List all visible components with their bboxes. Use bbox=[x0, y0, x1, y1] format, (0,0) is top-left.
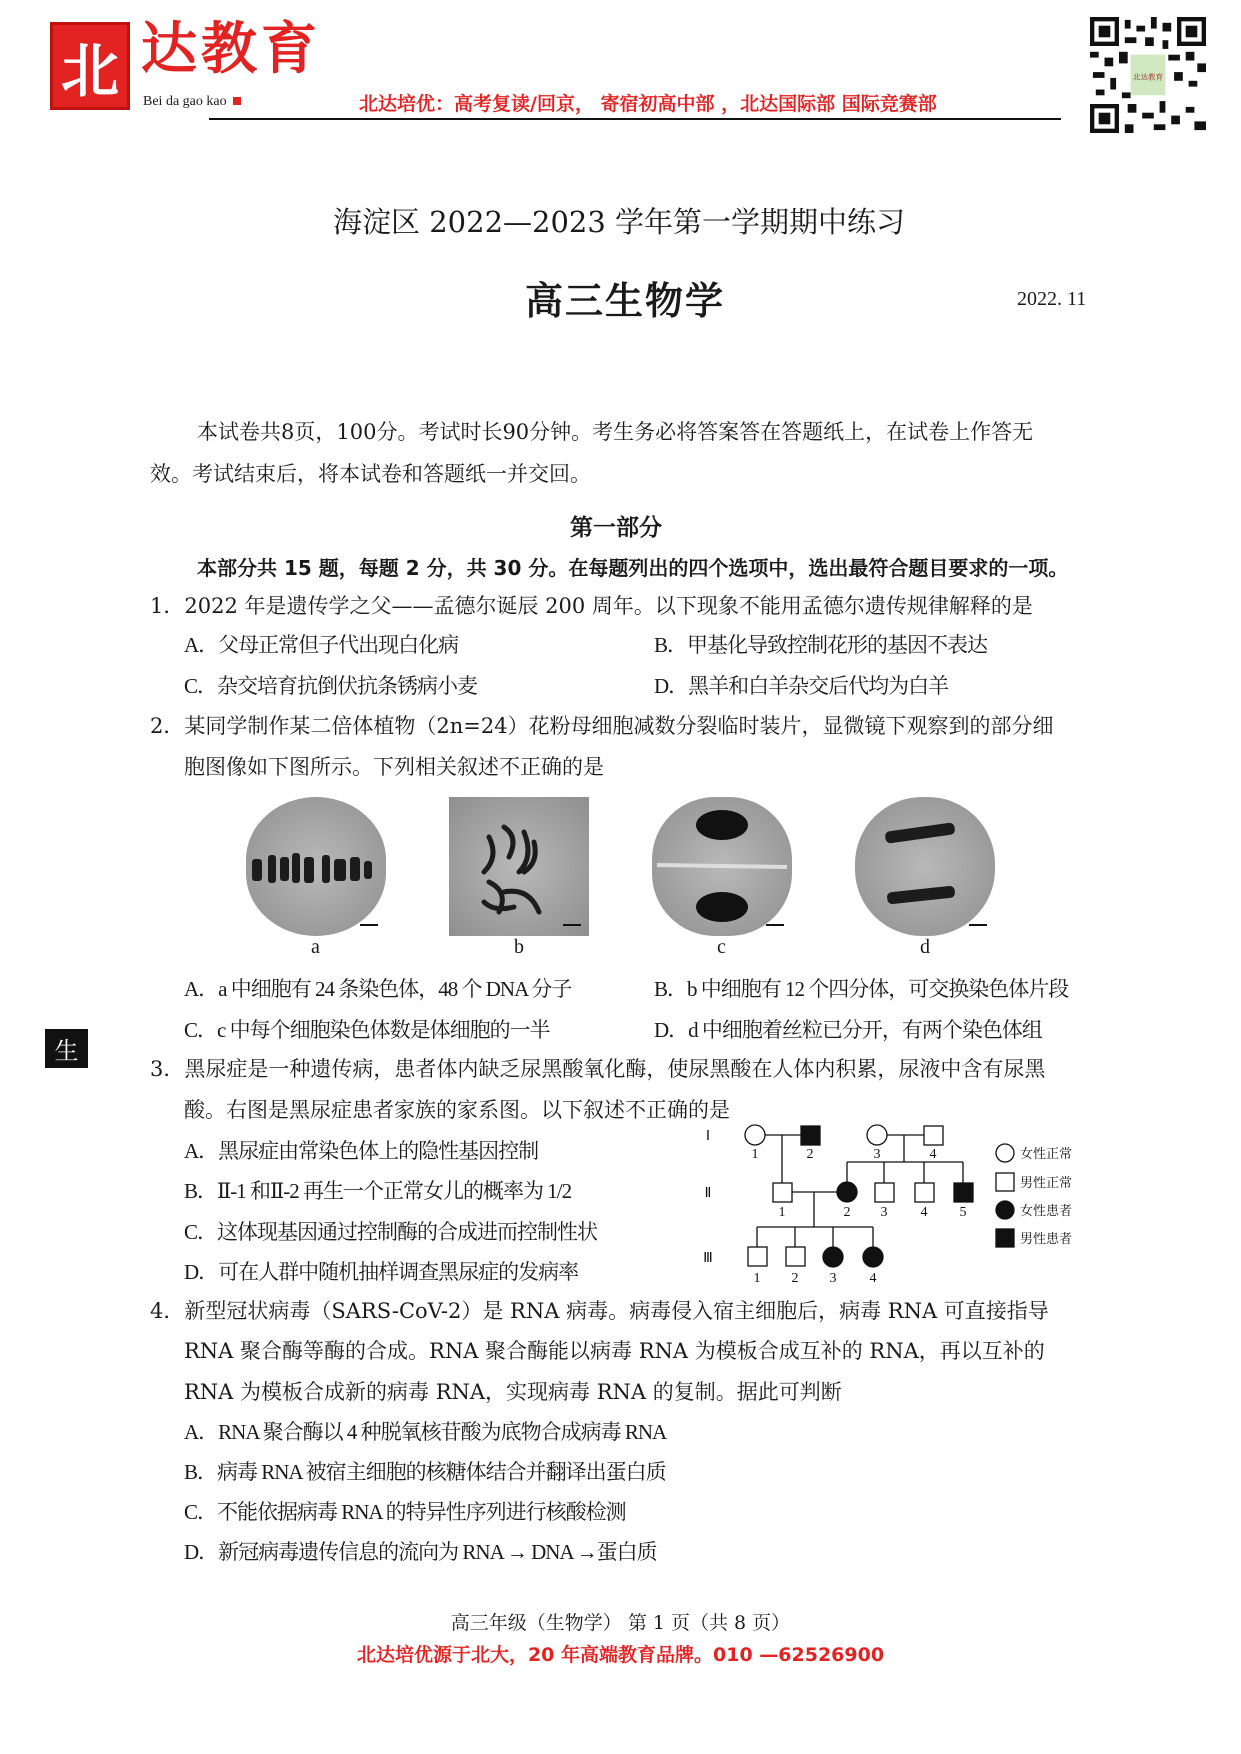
micrograph-d bbox=[855, 797, 995, 936]
exam-date: 2022. 11 bbox=[1017, 288, 1087, 310]
legend-label: 男性正常 bbox=[1020, 1176, 1073, 1191]
subject-title: 高三生物学 bbox=[525, 278, 726, 323]
male-normal-symbol bbox=[875, 1183, 894, 1202]
individual-number: 3 bbox=[880, 1205, 888, 1220]
question-stem: 4．新型冠状病毒（SARS-CoV-2）是 RNA 病毒。病毒侵入宿主细胞后，病毒 RNA 可直接指导 bbox=[150, 1299, 1049, 1323]
legend-male-normal-icon bbox=[996, 1173, 1014, 1191]
individual-number: 4 bbox=[869, 1271, 877, 1286]
male-normal-symbol bbox=[748, 1247, 767, 1266]
male-normal-symbol bbox=[915, 1183, 934, 1202]
generation-label: Ⅲ bbox=[703, 1251, 713, 1266]
question-stem: 3．黑尿症是一种遗传病，患者体内缺乏尿黑酸氧化酶，使尿黑酸在人体内积累，尿液中含有尿黑 bbox=[150, 1057, 1046, 1081]
micrograph-a bbox=[246, 797, 386, 936]
exam-title: 海淀区 2022—2023 学年第一学期期中练习 bbox=[333, 205, 906, 239]
page-footer: 高三年级（生物学） 第 1 页（共 8 页） bbox=[450, 1612, 791, 1634]
male-normal-symbol bbox=[924, 1126, 943, 1145]
female-affected-symbol bbox=[863, 1247, 883, 1267]
question-stem: 1．2022 年是遗传学之父——孟德尔诞辰 200 周年。以下现象不能用孟德尔遗传规律解释的是 bbox=[150, 594, 1033, 618]
image-label: b bbox=[514, 936, 524, 958]
male-affected-symbol bbox=[954, 1183, 973, 1202]
option: B．甲基化导致控制花形的基因不表达 bbox=[654, 633, 988, 657]
micrograph-c bbox=[652, 797, 792, 936]
individual-number: 2 bbox=[791, 1271, 799, 1286]
option: A．RNA 聚合酶以 4 种脱氧核苷酸为底物合成病毒 RNA bbox=[184, 1420, 667, 1444]
option: D．可在人群中随机抽样调查黑尿症的发病率 bbox=[184, 1260, 579, 1284]
generation-label: Ⅱ bbox=[704, 1186, 712, 1201]
qr-code-icon bbox=[1088, 17, 1208, 133]
option: D．黑羊和白羊杂交后代均为白羊 bbox=[654, 674, 949, 698]
option: C．杂交培育抗倒伏抗条锈病小麦 bbox=[184, 674, 478, 698]
male-normal-symbol bbox=[773, 1183, 792, 1202]
option: C．不能依据病毒 RNA 的特异性序列进行核酸检测 bbox=[184, 1500, 626, 1524]
individual-number: 2 bbox=[843, 1205, 851, 1220]
question-stem: RNA 为模板合成新的病毒 RNA，实现病毒 RNA 的复制。据此可判断 bbox=[184, 1380, 842, 1404]
option: B．b 中细胞有 12 个四分体，可交换染色体片段 bbox=[654, 977, 1069, 1001]
pinyin-text: Bei da gao kao bbox=[143, 94, 227, 109]
individual-number: 4 bbox=[929, 1147, 937, 1162]
individual-number: 4 bbox=[920, 1205, 928, 1220]
option: D．d 中细胞着丝粒已分开，有两个染色体组 bbox=[654, 1018, 1042, 1042]
female-normal-symbol bbox=[745, 1125, 765, 1145]
female-affected-symbol bbox=[823, 1247, 843, 1267]
option: B．Ⅱ-1 和Ⅱ-2 再生一个正常女儿的概率为 1/2 bbox=[184, 1179, 572, 1203]
header-divider bbox=[209, 118, 1061, 120]
intro-line: 效。考试结束后，将本试卷和答题纸一并交回。 bbox=[150, 462, 591, 486]
image-label: a bbox=[311, 936, 320, 958]
logo bbox=[50, 22, 130, 110]
brand-name: 达教育 bbox=[141, 16, 321, 82]
option: A．父母正常但子代出现白化病 bbox=[184, 633, 459, 657]
option: C．c 中每个细胞染色体数是体细胞的一半 bbox=[184, 1018, 550, 1042]
legend-label: 女性正常 bbox=[1020, 1147, 1073, 1162]
intro-line: 本试卷共8页，100分。考试时长90分钟。考生务必将答案答在答题纸上，在试卷上作答无 bbox=[197, 420, 1034, 444]
option: A．黑尿症由常染色体上的隐性基因控制 bbox=[184, 1139, 539, 1163]
individual-number: 3 bbox=[829, 1271, 837, 1286]
individual-number: 1 bbox=[753, 1271, 761, 1286]
question-stem: RNA 聚合酶等酶的合成。RNA 聚合酶能以病毒 RNA 为模板合成互补的 RNA，再以互补的 bbox=[184, 1339, 1045, 1363]
generation-label: Ⅰ bbox=[705, 1129, 711, 1144]
female-affected-symbol bbox=[837, 1182, 857, 1202]
individual-number: 1 bbox=[751, 1147, 759, 1162]
subject-side-tab: 生 bbox=[45, 1029, 88, 1068]
question-stem: 酸。右图是黑尿症患者家族的家系图。以下叙述不正确的是 bbox=[184, 1098, 730, 1122]
question-stem: 胞图像如下图所示。下列相关叙述不正确的是 bbox=[184, 755, 604, 779]
pedigree-chart bbox=[680, 1110, 1100, 1290]
legend-male-affected-icon bbox=[996, 1229, 1014, 1247]
option: B．病毒 RNA 被宿主细胞的核糖体结合并翻译出蛋白质 bbox=[184, 1460, 666, 1484]
section-title: 第一部分 bbox=[570, 514, 662, 541]
brand-pinyin bbox=[143, 94, 241, 110]
qr-label: 北达教育 bbox=[1132, 72, 1164, 82]
section-instruction: 本部分共 15 题，每题 2 分，共 30 分。在每题列出的四个选项中，选出最符合题目要求的一项。 bbox=[197, 556, 1069, 580]
individual-number: 2 bbox=[806, 1147, 814, 1162]
option: C．这体现基因通过控制酶的合成进而控制性状 bbox=[184, 1220, 598, 1244]
legend-label: 女性患者 bbox=[1020, 1204, 1073, 1219]
logo-char: 北 bbox=[60, 37, 119, 105]
male-normal-symbol bbox=[786, 1247, 805, 1266]
legend-female-normal-icon bbox=[996, 1144, 1014, 1162]
slogan: 北达培优：高考复读/回京， 寄宿初高中部 ，北达国际部 国际竞赛部 bbox=[359, 93, 937, 115]
image-label: d bbox=[920, 936, 930, 958]
male-affected-symbol bbox=[801, 1126, 820, 1145]
individual-number: 5 bbox=[959, 1205, 967, 1220]
image-label: c bbox=[717, 936, 726, 958]
legend-label: 男性患者 bbox=[1020, 1232, 1073, 1247]
individual-number: 1 bbox=[778, 1205, 786, 1220]
option: A．a 中细胞有 24 条染色体，48 个 DNA 分子 bbox=[184, 977, 572, 1001]
question-stem: 2．某同学制作某二倍体植物（2n=24）花粉母细胞减数分裂临时装片，显微镜下观察到的部分细 bbox=[150, 714, 1054, 738]
micrograph-b bbox=[449, 797, 589, 936]
individual-number: 3 bbox=[873, 1147, 881, 1162]
legend-female-affected-icon bbox=[996, 1201, 1014, 1219]
female-normal-symbol bbox=[867, 1125, 887, 1145]
footer-ad: 北达培优源于北大，20 年高端教育品牌。010 —62526900 bbox=[356, 1644, 885, 1666]
option: D．新冠病毒遗传信息的流向为 RNA → DNA →蛋白质 bbox=[184, 1540, 657, 1564]
